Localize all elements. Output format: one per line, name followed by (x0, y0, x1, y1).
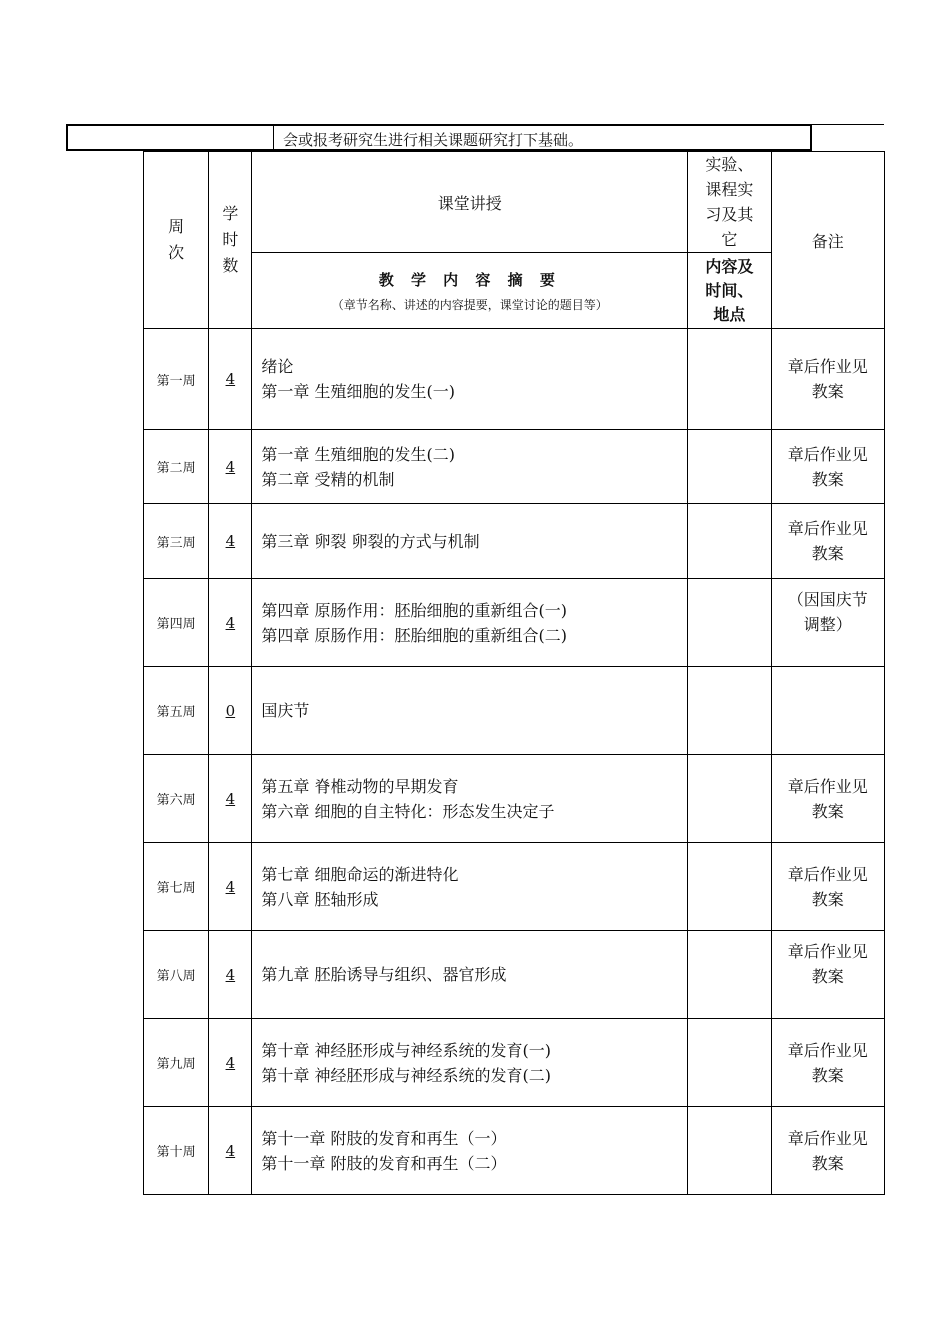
content-line: 第一章 生殖细胞的发生(二) (261, 444, 455, 464)
note-cell (771, 579, 885, 667)
table-row (144, 667, 885, 755)
content-cell (252, 667, 688, 755)
lab-cell (688, 843, 771, 931)
content-cell (252, 755, 688, 843)
hours-cell: 4 (209, 1019, 252, 1107)
header-summary (252, 253, 688, 329)
lab-cell (688, 667, 771, 755)
content-line: 第一章 生殖细胞的发生(一) (261, 382, 455, 401)
content-line: 第七章 细胞命运的渐进特化 (261, 864, 459, 884)
week-cell: 第七周 (144, 843, 209, 931)
week-cell: 第十周 (144, 1107, 209, 1195)
note-line: 章后作业见 (787, 357, 868, 376)
header-row-1 (144, 152, 885, 253)
note-line: 教案 (811, 967, 844, 986)
note-line: （因国庆节 (787, 590, 868, 609)
week-cell: 第五周 (144, 667, 209, 755)
top-rule (812, 124, 884, 125)
header-note: 备注 (771, 152, 885, 329)
content-line: 第十章 神经胚形成与神经系统的发育(一) (261, 1040, 551, 1060)
week-cell: 第四周 (144, 579, 209, 667)
lab-cell (688, 579, 771, 667)
content-line: 第五章 脊椎动物的早期发育 (261, 776, 459, 796)
note-line: 章后作业见 (787, 1040, 868, 1060)
content-line: 第四章 原肠作用：胚胎细胞的重新组合(二) (261, 625, 567, 645)
table-row (144, 579, 885, 667)
table-row (144, 329, 885, 430)
note-cell (771, 430, 885, 504)
continuation-divider (273, 126, 274, 149)
table-row (144, 931, 885, 1019)
table-row (144, 755, 885, 843)
note-cell (771, 755, 885, 843)
note-line: 教案 (811, 382, 844, 401)
note-line: 章后作业见 (787, 776, 868, 796)
hours-cell: 4 (209, 430, 252, 504)
hours-cell: 4 (209, 843, 252, 931)
content-line: 绪论 (261, 357, 294, 376)
content-cell (252, 329, 688, 430)
header-lab-detail: 内容及 时间、 地点 (688, 253, 771, 329)
table-row (144, 1019, 885, 1107)
note-line: 教案 (811, 1153, 844, 1173)
table-row (144, 430, 885, 504)
note-cell (771, 843, 885, 931)
note-line: 教案 (811, 469, 844, 489)
week-cell: 第六周 (144, 755, 209, 843)
note-cell (771, 667, 885, 755)
content-cell (252, 1019, 688, 1107)
hours-cell: 4 (209, 329, 252, 430)
note-line: 章后作业见 (787, 942, 868, 961)
table-row (144, 1107, 885, 1195)
hours-cell: 0 (209, 667, 252, 755)
note-line: 章后作业见 (787, 444, 868, 464)
header-week: 周 次 (144, 152, 209, 329)
week-cell: 第八周 (144, 931, 209, 1019)
note-line: 章后作业见 (787, 1128, 868, 1148)
content-cell (252, 579, 688, 667)
lab-cell (688, 755, 771, 843)
content-line: 第二章 受精的机制 (261, 469, 395, 489)
week-cell: 第三周 (144, 504, 209, 579)
note-cell (771, 1107, 885, 1195)
content-cell (252, 843, 688, 931)
lab-cell (688, 931, 771, 1019)
content-line: 第十一章 附肢的发育和再生（二） (261, 1153, 507, 1173)
lab-cell (688, 1107, 771, 1195)
content-cell (252, 430, 688, 504)
note-line: 教案 (811, 1065, 844, 1085)
note-cell (771, 329, 885, 430)
summary-subtitle: （章节名称、讲述的内容提要，课堂讨论的题目等） (331, 297, 608, 312)
content-cell (252, 931, 688, 1019)
header-hours: 学 时 数 (209, 152, 252, 329)
lab-cell (688, 504, 771, 579)
week-cell: 第二周 (144, 430, 209, 504)
continuation-row (66, 124, 812, 151)
table-row (144, 843, 885, 931)
hours-cell: 4 (209, 1107, 252, 1195)
content-cell (252, 1107, 688, 1195)
note-cell (771, 504, 885, 579)
content-line: 国庆节 (261, 701, 310, 720)
content-line: 第十一章 附肢的发育和再生（一） (261, 1128, 507, 1148)
content-line: 第六章 细胞的自主特化：形态发生决定子 (261, 801, 555, 821)
week-cell: 第一周 (144, 329, 209, 430)
note-line: 章后作业见 (787, 864, 868, 884)
note-line: 教案 (811, 889, 844, 909)
content-line: 第四章 原肠作用：胚胎细胞的重新组合(一) (261, 600, 567, 620)
content-cell (252, 504, 688, 579)
note-line: 章后作业见 (787, 519, 868, 538)
lab-cell (688, 329, 771, 430)
hours-cell: 4 (209, 931, 252, 1019)
note-line: 调整） (803, 615, 852, 634)
hours-cell: 4 (209, 504, 252, 579)
summary-title: 教 学 内 容 摘 要 (378, 270, 561, 289)
note-cell (771, 1019, 885, 1107)
header-lecture: 课堂讲授 (252, 152, 688, 253)
header-lab: 实验、 课程实 习及其 它 (688, 152, 771, 253)
content-line: 第三章 卵裂 卵裂的方式与机制 (261, 531, 480, 551)
note-line: 教案 (811, 801, 844, 821)
note-line: 教案 (811, 544, 844, 563)
lab-cell (688, 430, 771, 504)
week-cell: 第九周 (144, 1019, 209, 1107)
continuation-text: 会或报考研究生进行相关课题研究打下基础。 (283, 131, 584, 149)
content-line: 第八章 胚轴形成 (261, 889, 379, 909)
content-line: 第十章 神经胚形成与神经系统的发育(二) (261, 1065, 551, 1085)
hours-cell: 4 (209, 755, 252, 843)
note-cell (771, 931, 885, 1019)
content-line: 第九章 胚胎诱导与组织、器官形成 (261, 965, 507, 984)
hours-cell: 4 (209, 579, 252, 667)
teaching-schedule-table (143, 151, 885, 1195)
table-row (144, 504, 885, 579)
lab-cell (688, 1019, 771, 1107)
